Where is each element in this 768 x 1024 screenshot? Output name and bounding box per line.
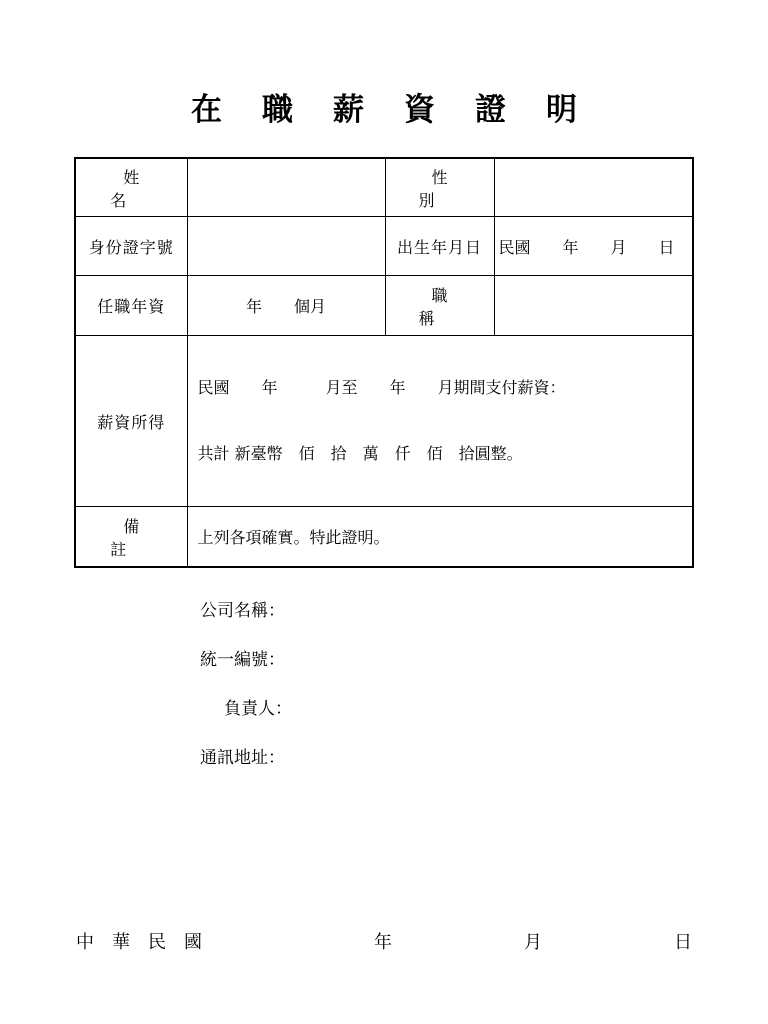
row-id-birth	[75, 217, 693, 276]
salary-period-line: 民國 年 月至 年 月期間支付薪資：	[197, 378, 566, 397]
remarks-label: 備 註	[75, 507, 187, 568]
salary-value-cell[interactable]	[187, 336, 693, 507]
row-salary	[75, 336, 693, 507]
birth-date-label: 出生年月日	[385, 217, 494, 276]
name-label: 姓 名	[75, 158, 187, 217]
job-title-label: 職 稱	[385, 276, 494, 336]
date-month: 月	[524, 932, 542, 953]
salary-label: 薪資所得	[75, 336, 187, 507]
date-line	[76, 928, 692, 954]
date-day: 日	[674, 932, 692, 953]
gender-value-cell[interactable]	[494, 158, 693, 217]
salary-amount-line: 共計 新臺幣 佰 拾 萬 仟 佰 拾圓整。	[197, 444, 523, 463]
company-info-block	[200, 596, 292, 792]
id-number-value-cell[interactable]	[187, 217, 385, 276]
id-number-label: 身份證字號	[75, 217, 187, 276]
tenure-value[interactable]: 年 個月	[187, 276, 385, 336]
address-label: 通訊地址：	[200, 748, 285, 768]
date-country: 中 華 民 國	[76, 932, 202, 953]
owner-label: 負責人：	[224, 699, 292, 719]
company-name-label: 公司名稱：	[200, 601, 285, 621]
job-title-value-cell[interactable]	[494, 276, 693, 336]
remarks-value: 上列各項確實。特此證明。	[187, 507, 693, 568]
tenure-label: 任職年資	[75, 276, 187, 336]
certificate-table	[74, 157, 694, 568]
row-tenure-title	[75, 276, 693, 336]
date-year: 年	[374, 932, 392, 953]
gender-label: 性 別	[385, 158, 494, 217]
name-value-cell[interactable]	[187, 158, 385, 217]
row-name-gender	[75, 158, 693, 217]
tax-id-label: 統一編號：	[200, 650, 285, 670]
birth-date-value[interactable]: 民國 年 月 日	[494, 217, 693, 276]
document-title: 在職薪資證明	[191, 92, 617, 128]
row-remarks	[75, 507, 693, 568]
